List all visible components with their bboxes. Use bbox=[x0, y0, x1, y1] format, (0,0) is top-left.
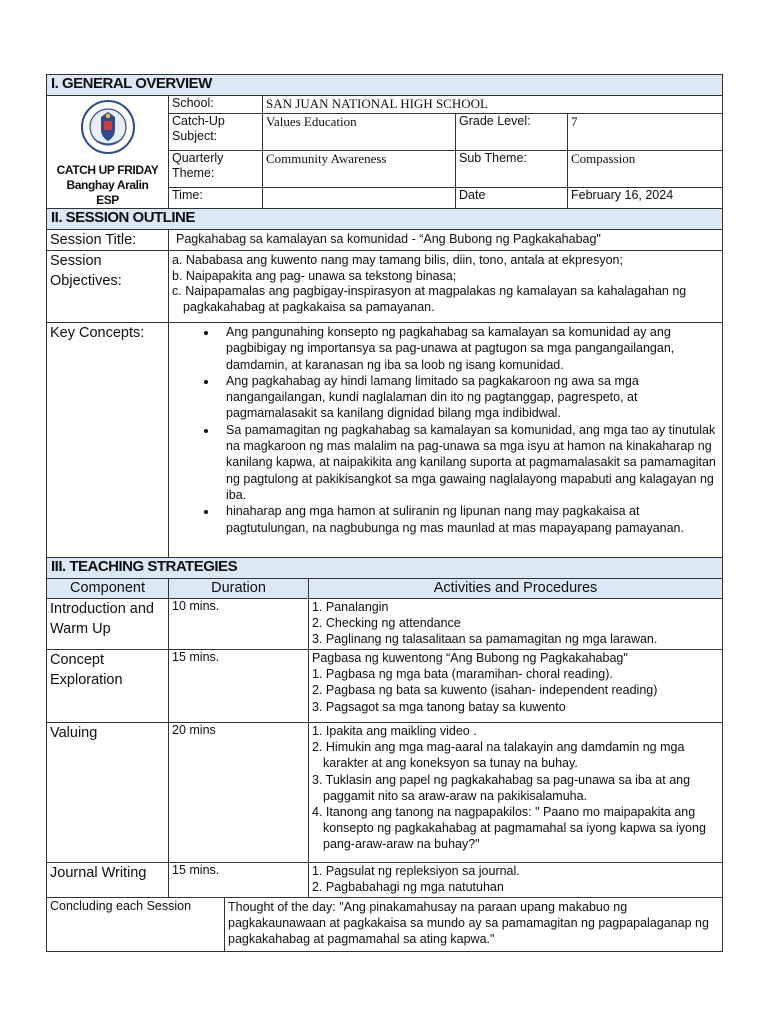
key-concepts-list bbox=[172, 324, 719, 536]
grade-level-value: 7 bbox=[568, 114, 723, 151]
activity-item: 2. Himukin ang mga mag-aaral na talakayin ang damdamin ng mga karakter at ang koneksyon sa tunay na buhay. bbox=[312, 740, 685, 771]
key-concept-item: • hinaharap ang mga hamon at suliranin ng lipunan nang may pagkakaisa at pagtutulungan, na nagbubunga ng mas maunlad at mas mapayapang pamayanan. bbox=[218, 503, 719, 536]
side-title-line-3: ESP bbox=[96, 193, 119, 207]
activity-item: 4. Itanong ang tanong na nagpapakilos: " Paano mo maipapakita ang konsepto ng pagkakahabag at pagmamahal sa iyong kapwa sa iyong pang-araw-araw na buhay?" bbox=[312, 805, 706, 852]
time-label: Time: bbox=[169, 188, 263, 209]
subject-value: Values Education bbox=[263, 114, 456, 151]
side-title-line-1: CATCH UP FRIDAY bbox=[56, 163, 159, 177]
objective-item: c. Naipapamalas ang pagbigay-inspirasyon at magpalakas ng kamalayan sa kahalagahan ng pagkakahabag at pagkakaisa sa pamayanan. bbox=[172, 284, 687, 314]
key-concept-item: • Ang pangunahing konsepto ng pagkahabag sa kamalayan sa komunidad ay ang pagbibigay ng importansya sa pag-unawa at pagtugon sa mga pangangailangan, damdamin, at karanasan ng iba sa loob ng isang komunidad. bbox=[218, 324, 719, 373]
session-outline-heading: II. SESSION OUTLINE bbox=[47, 209, 723, 230]
concluding-value: Thought of the day: "Ang pinakamahusay na paraan upang makabuo ng pagkakaunawaan at pagkakaisa sa mundo ay sa pamamagitan ng pagpapalaganap ng pagkakahabag at pagmamahal sa ating kapwa." bbox=[225, 898, 723, 952]
key-concept-item: • Ang pagkahabag ay hindi lamang limitado sa pagkakaroon ng awa sa mga nangangailangan, kundi naglalaman din ito ng pagtanggap, pagrespeto, at pagmamalasakit sa kanilang dignidad bilang mga indibidwal. bbox=[218, 373, 719, 422]
component-cell: Concept Exploration bbox=[47, 650, 169, 723]
activity-item: 2. Checking ng attendance bbox=[312, 616, 461, 631]
duration-cell: 20 mins bbox=[169, 723, 309, 863]
session-objectives-label: Session Objectives: bbox=[47, 251, 169, 323]
activity-item: 3. Paglinang ng talasalitaan sa pamamagitan ng mga larawan. bbox=[312, 632, 658, 647]
session-title-value: Pagkahabag sa kamalayan sa komunidad - “Ang Bubong ng Pagkakahabag" bbox=[169, 230, 723, 251]
duration-cell: 15 mins. bbox=[169, 863, 309, 898]
lesson-plan-document bbox=[46, 74, 722, 952]
teaching-strategies-table bbox=[46, 557, 723, 952]
table-row bbox=[47, 863, 723, 898]
component-cell: Valuing bbox=[47, 723, 169, 863]
activity-item: 2. Pagbabahagi ng mga natutuhan bbox=[312, 880, 504, 895]
quarterly-theme-value: Community Awareness bbox=[263, 151, 456, 188]
sub-theme-label: Sub Theme: bbox=[456, 151, 568, 188]
date-label: Date bbox=[456, 188, 568, 209]
school-value: SAN JUAN NATIONAL HIGH SCHOOL bbox=[263, 96, 723, 114]
objective-item: b. Naipapakita ang pag- unawa sa tekstong binasa; bbox=[172, 268, 457, 283]
table-row bbox=[47, 599, 723, 650]
concluding-label: Concluding each Session bbox=[47, 898, 225, 952]
session-objectives-list bbox=[169, 251, 723, 323]
sub-theme-value: Compassion bbox=[568, 151, 723, 188]
table-row bbox=[47, 723, 723, 863]
activity-item: 3. Tuklasin ang papel ng pagkakahabag sa pag-unawa sa iba at ang paggamit nito sa araw-araw na pakikisalamuha. bbox=[312, 772, 691, 803]
activities-cell bbox=[309, 723, 723, 863]
deped-school-seal-icon bbox=[80, 99, 136, 155]
activity-item: 1. Panalangin bbox=[312, 600, 389, 614]
session-outline-table bbox=[46, 208, 723, 558]
activity-item: 1. Pagsulat ng repleksiyon sa journal. bbox=[312, 864, 520, 878]
activities-cell bbox=[309, 863, 723, 898]
time-value bbox=[263, 188, 456, 209]
duration-column-header: Duration bbox=[169, 579, 309, 599]
activity-item: 1. Ipakita ang maikling video . bbox=[312, 724, 477, 738]
activities-column-header: Activities and Procedures bbox=[309, 579, 723, 599]
component-column-header: Component bbox=[47, 579, 169, 599]
logo-cell bbox=[47, 96, 169, 209]
activity-item: 1. Pagbasa ng mga bata (maramihan- choral reading). bbox=[312, 667, 613, 682]
activity-item: 3. Pagsagot sa mga tanong batay sa kuwento bbox=[312, 699, 566, 714]
general-overview-heading: I. GENERAL OVERVIEW bbox=[47, 75, 723, 96]
duration-cell: 10 mins. bbox=[169, 599, 309, 650]
activities-cell bbox=[309, 599, 723, 650]
activity-item: Pagbasa ng kuwentong “Ang Bubong ng Pagkakahabag" bbox=[312, 651, 628, 665]
school-label: School: bbox=[169, 96, 263, 114]
general-overview-table bbox=[46, 74, 723, 209]
quarterly-theme-label: Quarterly Theme: bbox=[169, 151, 263, 188]
side-title-line-2: Banghay Aralin bbox=[66, 178, 149, 192]
table-row bbox=[47, 898, 723, 952]
key-concept-item: • Sa pamamagitan ng pagkahabag sa kamalayan sa komunidad, ang mga tao ay tinutulak na magkaroon ng mas malalim na pag-unawa sa mga isyu at hamon na kinakaharap ng kanilang kapwa, at naipakikita ang kanilang suporta at pagmamalasakit sa pamamagitan ng pagtulong at pakikisangkot sa mga gawaing naglalayong mapabuti ang kalagayan ng iba. bbox=[218, 422, 719, 503]
activity-item: 2. Pagbasa ng bata sa kuwento (isahan- independent reading) bbox=[312, 683, 658, 698]
key-concepts-label: Key Concepts: bbox=[47, 323, 169, 558]
component-cell: Introduction and Warm Up bbox=[47, 599, 169, 650]
session-title-label: Session Title: bbox=[47, 230, 169, 251]
grade-level-label: Grade Level: bbox=[456, 114, 568, 151]
table-row bbox=[47, 650, 723, 723]
subject-label: Catch-Up Subject: bbox=[169, 114, 263, 151]
duration-cell: 15 mins. bbox=[169, 650, 309, 723]
activities-cell bbox=[309, 650, 723, 723]
key-concepts-cell bbox=[169, 323, 723, 558]
teaching-strategies-heading: III. TEACHING STRATEGIES bbox=[47, 558, 723, 579]
objective-item: a. Nababasa ang kuwento nang may tamang bilis, diin, tono, antala at ekpresyon; bbox=[172, 253, 623, 267]
date-value: February 16, 2024 bbox=[568, 188, 723, 209]
component-cell: Journal Writing bbox=[47, 863, 169, 898]
